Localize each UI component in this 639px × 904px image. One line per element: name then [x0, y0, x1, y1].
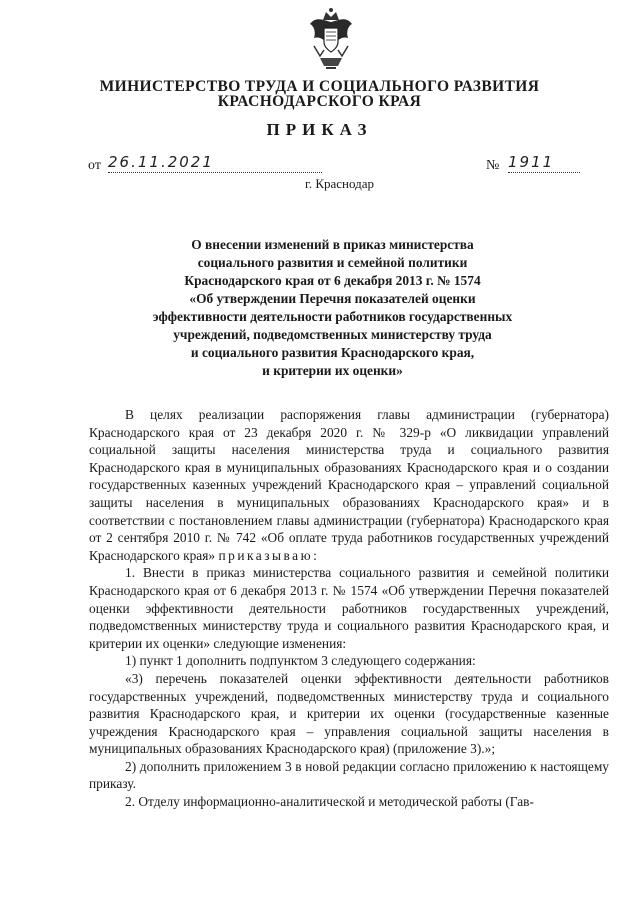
subject-line: эффективности деятельности работников государственных — [152, 309, 513, 324]
order-number: 1911 — [508, 153, 580, 173]
subject-line: учреждений, подведомственных министерству труда — [173, 327, 492, 342]
subject-line: социального развития и семейной политики — [197, 255, 468, 270]
ministry-line-1: МИНИСТЕРСТВО ТРУДА И СОЦИАЛЬНОГО РАЗВИТИЯ — [99, 78, 540, 95]
subject-line: О внесении изменений в приказ министерства — [191, 237, 474, 252]
coat-of-arms-icon — [308, 6, 354, 72]
preamble-text: В целях реализации распоряжения главы администрации (губернатора) Краснодарского края от 23 декабря 2020 г. № 329-р «О ликвидации управлений социальной защиты населения министерства труда и социального развития Краснодарского края в муниципальных образованиях Краснодарского края и о создании государственных казенных учреждений Краснодарского края – управлений социальной защиты населения в муниципальных образованиях Краснодарского края» и в соответствии с постановлением главы администрации (губернатора) Краснодарского края от 2 сентября 2010 г. № 742 «Об оплате труда работников государственных учреждений Краснодарского края» — [89, 407, 609, 563]
item-2-paragraph: 2. Отделу информационно-аналитической и методической работы (Гав- — [125, 794, 534, 810]
subject-line: и критерии их оценки» — [262, 363, 403, 378]
preamble-paragraph — [89, 406, 609, 564]
ministry-name — [0, 79, 639, 109]
quoted-subpoint-paragraph: «3) перечень показателей оценки эффективности деятельности работников государственных учреждений, подведомственных министерству труда и социального развития Краснодарского края, и критерии их оценки (государственные казенные учреждения Краснодарского края – управления социальной защиты населения в муниципальных образованиях Краснодарского края) (приложение 3).»; — [89, 670, 609, 757]
number-prefix: № — [486, 158, 500, 173]
order-body — [89, 406, 609, 811]
date-prefix: от — [88, 158, 101, 173]
order-title: ПРИКАЗ — [266, 120, 373, 139]
subject-line: Краснодарского края от 6 декабря 2013 г. № 1574 — [184, 273, 481, 288]
ministry-line-2: КРАСНОДАРСКОГО КРАЯ — [217, 93, 422, 110]
subject-line: «Об утверждении Перечня показателей оценки — [189, 291, 476, 306]
subject-line: и социального развития Краснодарского края, — [190, 345, 475, 360]
order-date: 26.11.2021 — [108, 153, 322, 173]
subitem-2-paragraph: 2) дополнить приложением 3 в новой редакции согласно приложению к настоящему приказу. — [89, 758, 609, 792]
order-subject — [0, 236, 639, 380]
city: г. Краснодар — [304, 176, 375, 191]
subitem-1-paragraph: 1) пункт 1 дополнить подпунктом 3 следующего содержания: — [125, 653, 476, 669]
item-1-paragraph: 1. Внести в приказ министерства социального развития и семейной политики Краснодарского края от 6 декабря 2013 г. № 1574 «Об утверждении Перечня показателей оценки эффективности деятельности работников государственных учреждений, подведомственных министерству труда и социального развития Краснодарского края, и критерии их оценки» следующие изменения: — [89, 565, 609, 651]
order-verb: приказываю: — [218, 547, 320, 563]
